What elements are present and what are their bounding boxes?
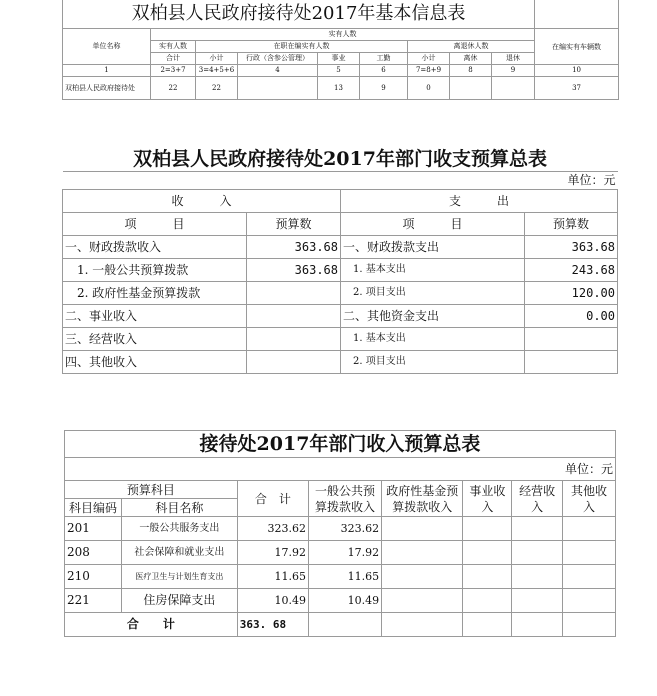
income-value [247, 282, 341, 305]
budget-header: 预算数 [247, 213, 341, 236]
expense-label: 二、其他资金支出 [341, 305, 525, 328]
income-budget-table [64, 430, 616, 637]
col-label: 小计 [408, 53, 450, 65]
data-cell [238, 77, 318, 100]
income-value: 363.68 [247, 236, 341, 259]
income-label: 2. 政府性基金预算拨款 [63, 282, 247, 305]
formula-cell: 10 [535, 65, 619, 77]
total-value: 323.62 [237, 517, 308, 541]
data-cell: 0 [408, 77, 450, 100]
expense-header: 支 出 [341, 190, 618, 213]
income-value [247, 351, 341, 374]
income-label: 二、事业收入 [63, 305, 247, 328]
subject-code: 210 [65, 565, 122, 589]
basic-info-title: 双柏县人民政府接待处2017年基本信息表 [63, 0, 535, 29]
general-value: 10.49 [308, 589, 381, 613]
data-cell: 13 [318, 77, 360, 100]
operation-income-header: 经营收入 [512, 481, 563, 517]
income-label: 一、财政拨款收入 [63, 236, 247, 259]
expense-label: 1. 基本支出 [341, 259, 525, 282]
total-value: 10.49 [237, 589, 308, 613]
subject-name: 医疗卫生与计划生育支出 [121, 565, 237, 589]
income-label: 1. 一般公共预算拨款 [63, 259, 247, 282]
data-cell-unit: 双柏县人民政府接待处 [63, 77, 151, 100]
expense-value [525, 351, 618, 374]
subject-name: 社会保障和就业支出 [121, 541, 237, 565]
sum-label: 合 计 [65, 613, 238, 637]
income-budget-title: 接待处2017年部门收入预算总表 [65, 431, 616, 458]
formula-cell: 6 [360, 65, 408, 77]
actual-people-header: 实有人数 [151, 29, 535, 41]
expense-label: 2. 项目支出 [341, 282, 525, 305]
formula-cell: 1 [63, 65, 151, 77]
other-income-header: 其他收入 [563, 481, 616, 517]
gov-fund-header: 政府性基金预算拨款收入 [382, 481, 463, 517]
subject-code: 208 [65, 541, 122, 565]
code-header: 科目编码 [65, 499, 122, 517]
general-value: 11.65 [308, 565, 381, 589]
subject-name: 一般公共服务支出 [121, 517, 237, 541]
expense-value [525, 328, 618, 351]
subject-code: 221 [65, 589, 122, 613]
income-header: 收 入 [63, 190, 341, 213]
formula-cell: 7=8+9 [408, 65, 450, 77]
expense-value: 120.00 [525, 282, 618, 305]
income-value [247, 328, 341, 351]
expense-label: 一、财政拨款支出 [341, 236, 525, 259]
actual-people-sub-header: 实有人数 [151, 41, 196, 53]
income-value [247, 305, 341, 328]
general-value: 323.62 [308, 517, 381, 541]
data-cell: 22 [196, 77, 238, 100]
budget-header: 预算数 [525, 213, 618, 236]
expense-value: 0.00 [525, 305, 618, 328]
budget-summary-table [62, 147, 618, 374]
basic-info-table [62, 0, 619, 100]
name-header: 科目名称 [121, 499, 237, 517]
expense-value: 243.68 [525, 259, 618, 282]
data-cell: 37 [535, 77, 619, 100]
total-value: 17.92 [237, 541, 308, 565]
sum-value: 363. 68 [237, 613, 308, 637]
data-cell: 9 [360, 77, 408, 100]
budget-summary-title: 双柏县人民政府接待处2017年部门收支预算总表 [133, 148, 547, 170]
item-header: 项 目 [341, 213, 525, 236]
in-service-header: 在职在编实有人数 [196, 41, 408, 53]
general-value: 17.92 [308, 541, 381, 565]
total-value: 11.65 [237, 565, 308, 589]
col-label: 事业 [318, 53, 360, 65]
formula-cell: 4 [238, 65, 318, 77]
col-label: 离休 [450, 53, 492, 65]
income-label: 四、其他收入 [63, 351, 247, 374]
data-cell [450, 77, 492, 100]
subject-name: 住房保障支出 [121, 589, 237, 613]
total-header: 合 计 [237, 481, 308, 517]
data-cell: 22 [151, 77, 196, 100]
retired-header: 离退休人数 [408, 41, 535, 53]
expense-label: 1. 基本支出 [341, 328, 525, 351]
formula-cell: 5 [318, 65, 360, 77]
formula-cell: 2=3+7 [151, 65, 196, 77]
col-label: 退休 [492, 53, 535, 65]
formula-cell: 3=4+5+6 [196, 65, 238, 77]
unit-label: 单位：元 [65, 458, 616, 481]
item-header: 项 目 [63, 213, 247, 236]
general-budget-header: 一般公共预算拨款收入 [308, 481, 381, 517]
income-value: 363.68 [247, 259, 341, 282]
data-cell [492, 77, 535, 100]
formula-cell: 9 [492, 65, 535, 77]
subject-code: 201 [65, 517, 122, 541]
expense-label: 2. 项目支出 [341, 351, 525, 374]
vehicles-header: 在编实有车辆数 [535, 29, 619, 65]
expense-value: 363.68 [525, 236, 618, 259]
col-label: 工勤 [360, 53, 408, 65]
business-income-header: 事业收入 [463, 481, 512, 517]
col-label: 行政（含参公管理） [238, 53, 318, 65]
income-label: 三、经营收入 [63, 328, 247, 351]
col-label: 小计 [196, 53, 238, 65]
formula-cell: 8 [450, 65, 492, 77]
col-label: 合计 [151, 53, 196, 65]
unit-name-header: 单位名称 [63, 29, 151, 65]
unit-label: 单位：元 [63, 172, 618, 190]
budget-subject-header: 预算科目 [65, 481, 238, 499]
